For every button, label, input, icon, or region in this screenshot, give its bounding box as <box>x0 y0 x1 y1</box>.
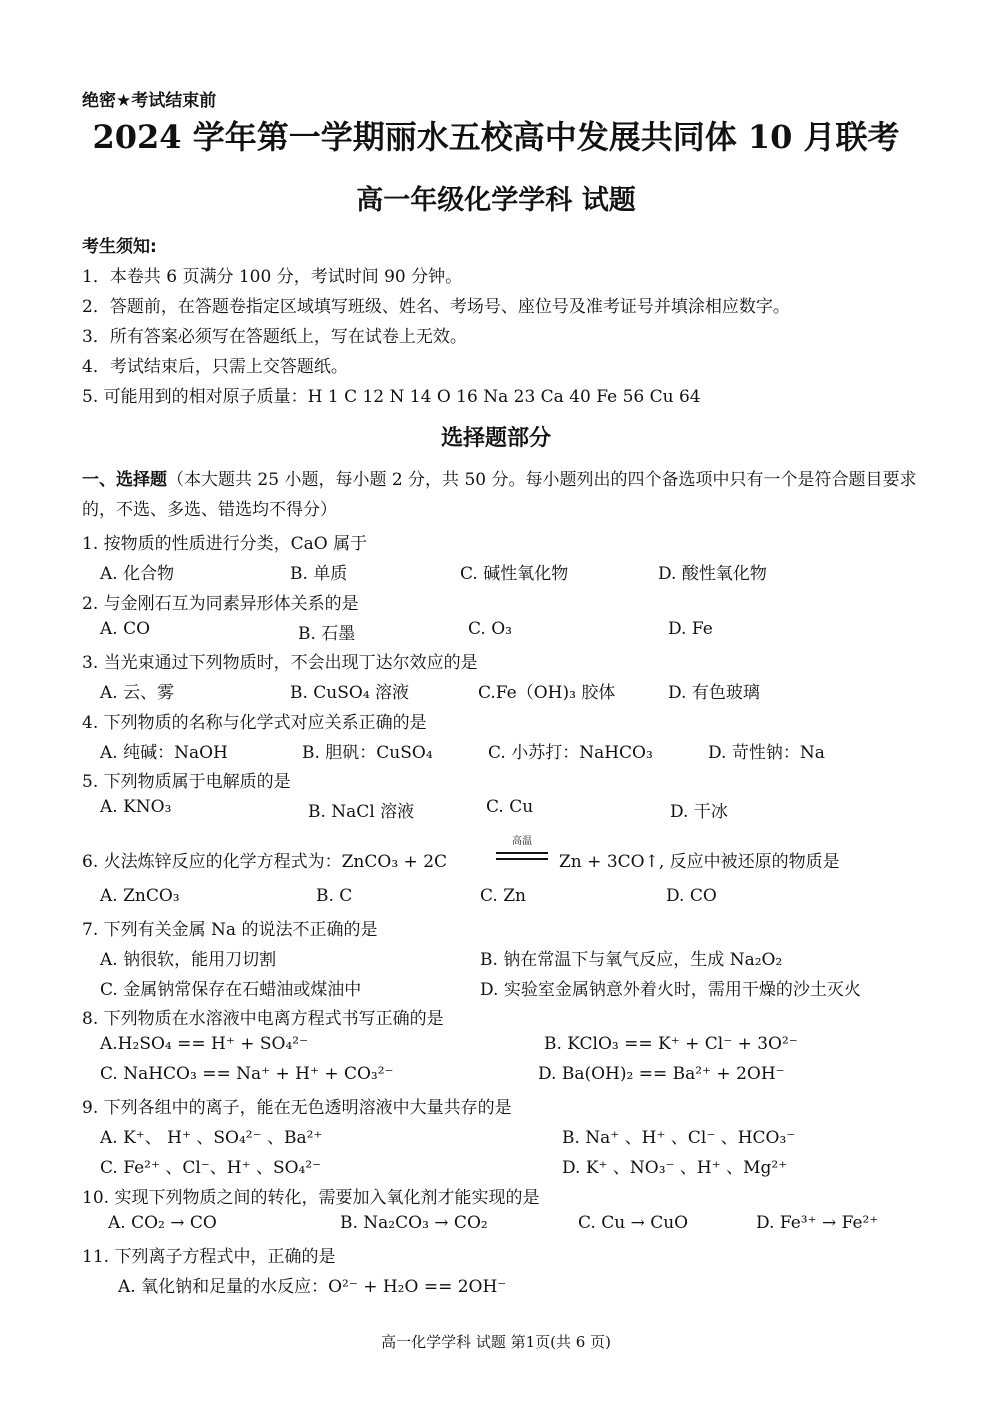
option-d: D. K⁺ 、NO₃⁻ 、H⁺ 、Mg²⁺ <box>562 1158 788 1178</box>
equals-bar-top <box>496 852 548 854</box>
reaction-condition: 高温 <box>512 836 532 847</box>
option-a: A. 钠很软，能用刀切割 <box>100 950 277 970</box>
option-d: D. Fe <box>668 619 713 639</box>
option-b: B. 单质 <box>290 564 348 584</box>
option-b: B. Na₂CO₃ → CO₂ <box>340 1213 488 1233</box>
option-a: A. KNO₃ <box>100 797 172 817</box>
option-a: A. K⁺、 H⁺ 、SO₄²⁻ 、Ba²⁺ <box>100 1128 323 1148</box>
option-b: B. C <box>316 886 353 906</box>
option-b: B. KClO₃ == K⁺ + Cl⁻ + 3O²⁻ <box>544 1034 798 1054</box>
option-c: C. Cu <box>486 797 534 817</box>
option-a: A. ZnCO₃ <box>100 886 180 906</box>
question-stem: 5. 下列物质属于电解质的是 <box>82 772 291 792</box>
option-c: C. O₃ <box>468 619 512 639</box>
option-d: D. Fe³⁺ → Fe²⁺ <box>756 1213 879 1233</box>
notice-item: 2．答题前，在答题卷指定区域填写班级、姓名、考场号、座位号及准考证号并填涂相应数字。 <box>82 297 790 317</box>
option-b: B. NaCl 溶液 <box>308 802 415 822</box>
notice-item: 1．本卷共 6 页满分 100 分，考试时间 90 分钟。 <box>82 267 463 287</box>
notice-heading: 考生须知: <box>82 237 157 257</box>
notice-item: 5. 可能用到的相对原子质量：H 1 C 12 N 14 O 16 Na 23 Ca 40 Fe 56 Cu 64 <box>82 387 701 407</box>
question-stem-continued: Zn + 3CO↑, 反应中被还原的物质是 <box>559 852 840 872</box>
equals-bar-bottom <box>496 858 548 860</box>
option-b: B. Na⁺ 、H⁺ 、Cl⁻ 、HCO₃⁻ <box>562 1128 796 1148</box>
question-stem: 7. 下列有关金属 Na 的说法不正确的是 <box>82 920 378 940</box>
option-d: D. 有色玻璃 <box>668 683 760 703</box>
option-a: A. 云、雾 <box>100 683 175 703</box>
page-footer: 高一化学学科 试题 第1页(共 6 页) <box>381 1333 611 1351</box>
question-stem: 2. 与金刚石互为同素异形体关系的是 <box>82 594 359 614</box>
option-a: A.H₂SO₄ == H⁺ + SO₄²⁻ <box>100 1034 309 1054</box>
option-c: C. Zn <box>480 886 526 906</box>
option-d: D. 实验室金属钠意外着火时，需用干燥的沙土灭火 <box>480 980 861 1000</box>
option-d: D. Ba(OH)₂ == Ba²⁺ + 2OH⁻ <box>538 1064 785 1084</box>
option-c: C. 小苏打：NaHCO₃ <box>488 743 653 763</box>
option-d: D. CO <box>666 886 717 906</box>
part-instructions <box>82 465 917 525</box>
question-stem: 3. 当光束通过下列物质时，不会出现丁达尔效应的是 <box>82 653 478 673</box>
confidential-label: 绝密★考试结束前 <box>82 91 217 111</box>
option-c: C. 碱性氧化物 <box>460 564 569 584</box>
option-b: B. 钠在常温下与氧气反应，生成 Na₂O₂ <box>480 950 783 970</box>
option-c: C.Fe（OH)₃ 胶体 <box>478 683 616 703</box>
notice-item: 4．考试结束后，只需上交答题纸。 <box>82 357 348 377</box>
option-c: C. Cu → CuO <box>578 1213 689 1233</box>
option-b: B. 石墨 <box>298 624 356 644</box>
exam-title: 2024 学年第一学期丽水五校高中发展共同体 10 月联考 <box>92 118 900 156</box>
option-a: A. 化合物 <box>100 564 175 584</box>
option-c: C. NaHCO₃ == Na⁺ + H⁺ + CO₃²⁻ <box>100 1064 394 1084</box>
question-stem: 6. 火法炼锌反应的化学方程式为：ZnCO₃ + 2C <box>82 852 448 872</box>
question-stem: 4. 下列物质的名称与化学式对应关系正确的是 <box>82 713 427 733</box>
question-stem: 1. 按物质的性质进行分类，CaO 属于 <box>82 534 368 554</box>
option-c: C. Fe²⁺ 、Cl⁻、H⁺ 、SO₄²⁻ <box>100 1158 322 1178</box>
question-stem: 9. 下列各组中的离子，能在无色透明溶液中大量共存的是 <box>82 1098 512 1118</box>
option-c: C. 金属钠常保存在石蜡油或煤油中 <box>100 980 362 1000</box>
option-b: B. CuSO₄ 溶液 <box>290 683 410 703</box>
option-d: D. 酸性氧化物 <box>658 564 767 584</box>
option-d: D. 干冰 <box>670 802 728 822</box>
option-a: A. CO₂ → CO <box>108 1213 217 1233</box>
option-d: D. 苛性钠：Na <box>708 743 825 763</box>
option-a: A. CO <box>100 619 151 639</box>
section-title: 选择题部分 <box>440 425 551 451</box>
option-b: B. 胆矾：CuSO₄ <box>302 743 433 763</box>
question-stem: 10. 实现下列物质之间的转化，需要加入氧化剂才能实现的是 <box>82 1188 540 1208</box>
part-label: 一、选择题 <box>82 470 167 490</box>
option-a: A. 氧化钠和足量的水反应：O²⁻ + H₂O == 2OH⁻ <box>118 1277 507 1297</box>
part-description: （本大题共 25 小题，每小题 2 分，共 50 分。每小题列出的四个备选项中只有一个是符合题目要求的，不选、多选、错选均不得分） <box>82 470 917 520</box>
question-stem: 11. 下列离子方程式中，正确的是 <box>82 1247 336 1267</box>
question-stem: 8. 下列物质在水溶液中电离方程式书写正确的是 <box>82 1009 444 1029</box>
exam-subtitle: 高一年级化学学科 试题 <box>356 185 636 216</box>
option-a: A. 纯碱：NaOH <box>100 743 228 763</box>
notice-item: 3．所有答案必须写在答题纸上，写在试卷上无效。 <box>82 327 467 347</box>
